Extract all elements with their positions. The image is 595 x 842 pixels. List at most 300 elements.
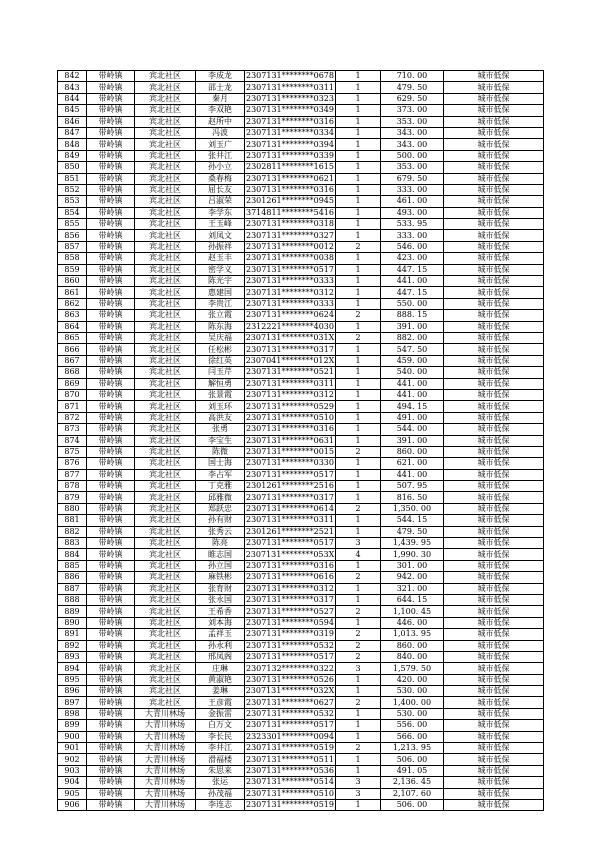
town-cell: 带岭镇 (87, 538, 135, 549)
table-row (58, 708, 544, 719)
town-cell: 带岭镇 (87, 219, 135, 230)
row-number: 883 (58, 538, 87, 549)
id-number-cell: 2307131********0323 (246, 93, 334, 103)
relief-type-cell: 城市低保 (444, 321, 544, 332)
household-size-cell: 1 (336, 583, 381, 594)
household-size-cell: 1 (336, 264, 381, 275)
relief-type-cell: 城市低保 (444, 207, 544, 218)
relief-type-cell: 城市低保 (444, 765, 544, 776)
household-size-cell: 4 (336, 549, 381, 560)
row-number: 866 (58, 344, 87, 355)
table-row (58, 116, 544, 127)
id-number-cell: 2307131********0529 (246, 401, 334, 411)
relief-type-cell: 城市低保 (444, 116, 544, 127)
name-cell: 李长民 (196, 731, 245, 742)
table-row (58, 640, 544, 651)
amount-cell: 333. 00 (381, 184, 444, 195)
village-cell: 宾北社区 (135, 253, 196, 264)
town-cell: 带岭镇 (87, 754, 135, 765)
amount-cell: 550. 00 (381, 298, 444, 309)
id-number-cell: 2307131********0312 (246, 287, 334, 297)
relief-type-cell: 城市低保 (444, 686, 544, 697)
amount-cell: 479. 50 (381, 526, 444, 537)
household-size-cell: 1 (336, 150, 381, 161)
village-cell: 宾北社区 (135, 378, 196, 389)
amount-cell: 2,136. 45 (381, 777, 444, 788)
village-cell: 宾北社区 (135, 492, 196, 503)
row-number: 895 (58, 674, 87, 685)
table-row (58, 321, 544, 332)
id-number-cell: 2307131********0519 (246, 800, 334, 810)
amount-cell: 530. 00 (381, 708, 444, 719)
amount-cell: 493. 00 (381, 207, 444, 218)
table-row (58, 481, 544, 492)
household-size-cell: 1 (336, 469, 381, 480)
amount-cell: 860. 00 (381, 446, 444, 457)
row-number: 886 (58, 572, 87, 583)
village-cell: 宾北社区 (135, 594, 196, 605)
town-cell: 带岭镇 (87, 560, 135, 571)
id-number-cell: 2307131********0312 (246, 583, 334, 593)
amount-cell: 644. 15 (381, 594, 444, 605)
table-row (58, 332, 544, 343)
id-number-cell: 2312221********4030 (246, 321, 334, 331)
table-row (58, 629, 544, 640)
id-number-cell: 2307131********0038 (246, 253, 334, 263)
table-row (58, 184, 544, 195)
household-size-cell: 1 (336, 378, 381, 389)
table-row (58, 367, 544, 378)
row-number: 876 (58, 458, 87, 469)
relief-type-cell: 城市低保 (444, 492, 544, 503)
town-cell: 带岭镇 (87, 264, 135, 275)
amount-cell: 533. 95 (381, 219, 444, 230)
town-cell: 带岭镇 (87, 207, 135, 218)
relief-type-cell: 城市低保 (444, 412, 544, 423)
village-cell: 宾北社区 (135, 298, 196, 309)
id-number-cell: 2307131********0349 (246, 105, 334, 115)
table-row (58, 378, 544, 389)
amount-cell: 1,013. 95 (381, 629, 444, 640)
row-number: 905 (58, 788, 87, 799)
name-cell: 李宝生 (196, 435, 245, 446)
id-number-cell: 2307041********012X (245, 355, 335, 365)
town-cell: 带岭镇 (87, 492, 135, 503)
table-row (58, 765, 544, 776)
name-cell: 李成龙 (196, 71, 245, 82)
id-number-cell: 2307131********0678 (246, 71, 334, 81)
name-cell: 屈长友 (196, 184, 245, 195)
name-cell: 郑跃忠 (196, 503, 245, 514)
household-size-cell: 2 (336, 743, 381, 754)
table-row (58, 560, 544, 571)
row-number: 879 (58, 492, 87, 503)
name-cell: 陈东海 (196, 321, 245, 332)
household-size-cell: 1 (336, 355, 381, 366)
row-number: 884 (58, 549, 87, 560)
id-number-cell: 2307131********0514 (246, 777, 334, 787)
household-size-cell: 1 (336, 230, 381, 241)
town-cell: 带岭镇 (87, 401, 135, 412)
household-size-cell: 1 (336, 560, 381, 571)
table-row (58, 139, 544, 150)
amount-cell: 1,100. 45 (381, 606, 444, 617)
household-size-cell: 1 (336, 765, 381, 776)
name-cell: 麻铁彬 (196, 572, 245, 583)
town-cell: 带岭镇 (87, 389, 135, 400)
row-number: 846 (58, 116, 87, 127)
name-cell: 密学义 (196, 264, 245, 275)
household-size-cell: 2 (336, 572, 381, 583)
town-cell: 带岭镇 (87, 298, 135, 309)
id-number-cell: 2323301********0094 (246, 731, 334, 741)
amount-cell: 447. 15 (381, 264, 444, 275)
amount-cell: 1,990. 30 (381, 549, 444, 560)
relief-type-cell: 城市低保 (444, 469, 544, 480)
town-cell: 带岭镇 (87, 788, 135, 799)
name-cell: 邢凤阁 (196, 651, 245, 662)
table-row (58, 93, 544, 104)
table-row (58, 674, 544, 685)
row-number: 849 (58, 150, 87, 161)
amount-cell: 942. 00 (381, 572, 444, 583)
village-cell: 宾北社区 (135, 321, 196, 332)
id-number-cell: 2307131********0517 (246, 538, 334, 548)
id-number-cell: 2307131********0532 (246, 709, 334, 719)
relief-type-cell: 城市低保 (444, 378, 544, 389)
town-cell: 带岭镇 (87, 412, 135, 423)
village-cell: 宾北社区 (135, 526, 196, 537)
village-cell: 宾北社区 (135, 503, 196, 514)
row-number: 880 (58, 503, 87, 514)
village-cell: 宾北社区 (135, 310, 196, 321)
table-row (58, 435, 544, 446)
village-cell: 宾北社区 (135, 697, 196, 708)
table-row (58, 743, 544, 754)
relief-type-cell: 城市低保 (444, 583, 544, 594)
row-number: 852 (58, 184, 87, 195)
town-cell: 带岭镇 (87, 378, 135, 389)
id-number-cell: 2307131********0333 (246, 299, 334, 308)
table-row (58, 412, 544, 423)
village-cell: 宾北社区 (135, 116, 196, 127)
village-cell: 宾北社区 (135, 150, 196, 161)
amount-cell: 629. 50 (381, 93, 444, 104)
table-row (58, 492, 544, 503)
id-number-cell: 2307131********0012 (246, 242, 334, 252)
relief-type-cell: 城市低保 (444, 458, 544, 469)
name-cell: 李双艳 (196, 105, 245, 116)
row-number: 868 (58, 367, 87, 378)
amount-cell: 459. 00 (381, 355, 444, 366)
amount-cell: 441. 00 (381, 469, 444, 480)
name-cell: 张勇 (196, 424, 245, 435)
village-cell: 大青川林场 (135, 800, 196, 811)
row-number: 881 (58, 515, 87, 526)
id-number-cell: 2307131********0510 (246, 788, 334, 798)
row-number: 854 (58, 207, 87, 218)
village-cell: 大青川林场 (135, 720, 196, 731)
name-cell: 秦月 (196, 93, 245, 104)
name-cell: 李井江 (196, 743, 245, 754)
household-size-cell: 1 (336, 71, 381, 82)
household-size-cell: 2 (336, 606, 381, 617)
table-row (58, 401, 544, 412)
household-size-cell: 1 (336, 116, 381, 127)
household-size-cell: 1 (336, 321, 381, 332)
name-cell: 庄琳 (196, 663, 245, 674)
village-cell: 宾北社区 (135, 82, 196, 93)
relief-type-cell: 城市低保 (444, 606, 544, 617)
row-number: 857 (58, 241, 87, 252)
id-number-cell: 2301261********2516 (246, 481, 334, 491)
village-cell: 宾北社区 (135, 446, 196, 457)
village-cell: 宾北社区 (135, 469, 196, 480)
amount-cell: 391. 00 (381, 435, 444, 446)
household-size-cell: 1 (336, 184, 381, 195)
town-cell: 带岭镇 (87, 481, 135, 492)
name-cell: 张秀云 (196, 526, 245, 537)
id-number-cell: 2307131********0621 (246, 173, 334, 183)
name-cell: 陈光宇 (196, 276, 245, 287)
relief-type-cell: 城市低保 (444, 503, 544, 514)
household-size-cell: 2 (336, 651, 381, 662)
row-number: 896 (58, 686, 87, 697)
table-row (58, 720, 544, 731)
id-number-cell: 2307131********0517 (246, 264, 334, 274)
amount-cell: 441. 00 (381, 389, 444, 400)
row-number: 869 (58, 378, 87, 389)
relief-type-cell: 城市低保 (444, 287, 544, 298)
table-row (58, 731, 544, 742)
id-number-cell: 2307131********0339 (246, 150, 334, 160)
town-cell: 带岭镇 (87, 241, 135, 252)
id-number-cell: 2307131********0316 (246, 185, 334, 195)
village-cell: 宾北社区 (135, 196, 196, 207)
id-number-cell: 2307131********032X (245, 686, 335, 696)
household-size-cell: 1 (336, 401, 381, 412)
household-size-cell: 1 (336, 686, 381, 697)
town-cell: 带岭镇 (87, 253, 135, 264)
id-number-cell: 2307131********0631 (246, 435, 334, 445)
name-cell: 王玉峰 (196, 219, 245, 230)
amount-cell: 491. 05 (381, 765, 444, 776)
village-cell: 宾北社区 (135, 287, 196, 298)
amount-cell: 2,107. 60 (381, 788, 444, 799)
id-number-cell: 2307131********0517 (246, 720, 334, 730)
village-cell: 宾北社区 (135, 344, 196, 355)
amount-cell: 888. 15 (381, 310, 444, 321)
name-cell: 邵士龙 (196, 82, 245, 93)
row-number: 872 (58, 412, 87, 423)
table-row (58, 606, 544, 617)
village-cell: 宾北社区 (135, 458, 196, 469)
table-row (58, 253, 544, 264)
amount-cell: 544. 00 (381, 424, 444, 435)
relief-type-cell: 城市低保 (444, 139, 544, 150)
amount-cell: 556. 00 (381, 720, 444, 731)
relief-type-cell: 城市低保 (444, 344, 544, 355)
village-cell: 宾北社区 (135, 105, 196, 116)
town-cell: 带岭镇 (87, 720, 135, 731)
name-cell: 刘玉广 (196, 139, 245, 150)
town-cell: 带岭镇 (87, 173, 135, 184)
row-number: 860 (58, 276, 87, 287)
household-size-cell: 1 (336, 344, 381, 355)
relief-type-cell: 城市低保 (444, 651, 544, 662)
name-cell: 王彦霞 (196, 697, 245, 708)
name-cell: 朱思来 (196, 765, 245, 776)
town-cell: 带岭镇 (87, 321, 135, 332)
town-cell: 带岭镇 (87, 777, 135, 788)
relief-type-cell: 城市低保 (444, 640, 544, 651)
household-size-cell: 1 (336, 105, 381, 116)
town-cell: 带岭镇 (87, 503, 135, 514)
household-size-cell: 1 (336, 754, 381, 765)
household-size-cell: 1 (336, 207, 381, 218)
relief-type-cell: 城市低保 (444, 572, 544, 583)
town-cell: 带岭镇 (87, 424, 135, 435)
table-row (58, 526, 544, 537)
amount-cell: 530. 00 (381, 686, 444, 697)
amount-cell: 491. 00 (381, 412, 444, 423)
id-number-cell: 2307131********0311 (246, 82, 334, 92)
id-number-cell: 2307131********0327 (246, 230, 334, 240)
village-cell: 宾北社区 (135, 276, 196, 287)
relief-type-cell: 城市低保 (444, 219, 544, 230)
id-number-cell: 2307131********0532 (246, 640, 334, 650)
table-row (58, 458, 544, 469)
household-size-cell: 1 (336, 617, 381, 628)
row-number: 863 (58, 310, 87, 321)
id-number-cell: 2307131********0318 (246, 219, 334, 229)
relief-type-cell: 城市低保 (444, 264, 544, 275)
id-number-cell: 2307131********0517 (246, 652, 334, 662)
household-size-cell: 1 (336, 389, 381, 400)
table-row (58, 800, 544, 811)
village-cell: 宾北社区 (135, 651, 196, 662)
relief-type-cell: 城市低保 (444, 708, 544, 719)
amount-cell: 447. 15 (381, 287, 444, 298)
id-number-cell: 2307131********0319 (246, 629, 334, 639)
village-cell: 宾北社区 (135, 538, 196, 549)
table-row (58, 162, 544, 173)
town-cell: 带岭镇 (87, 731, 135, 742)
amount-cell: 710. 00 (381, 71, 444, 82)
town-cell: 带岭镇 (87, 640, 135, 651)
row-number: 888 (58, 594, 87, 605)
village-cell: 宾北社区 (135, 401, 196, 412)
table-row (58, 173, 544, 184)
name-cell: 陈亮 (196, 538, 245, 549)
relief-type-cell: 城市低保 (444, 196, 544, 207)
table-row (58, 389, 544, 400)
household-size-cell: 2 (336, 640, 381, 651)
relief-roster-table (57, 70, 544, 811)
household-size-cell: 3 (336, 788, 381, 799)
relief-type-cell: 城市低保 (444, 173, 544, 184)
village-cell: 宾北社区 (135, 412, 196, 423)
row-number: 897 (58, 697, 87, 708)
village-cell: 大青川林场 (135, 777, 196, 788)
town-cell: 带岭镇 (87, 469, 135, 480)
relief-type-cell: 城市低保 (444, 538, 544, 549)
relief-type-cell: 城市低保 (444, 754, 544, 765)
amount-cell: 423. 00 (381, 253, 444, 264)
id-number-cell: 2307131********0624 (246, 310, 334, 320)
table-row (58, 503, 544, 514)
amount-cell: 343. 00 (381, 139, 444, 150)
village-cell: 宾北社区 (135, 332, 196, 343)
relief-type-cell: 城市低保 (444, 253, 544, 264)
name-cell: 金振雷 (196, 708, 245, 719)
row-number: 871 (58, 401, 87, 412)
table-row (58, 230, 544, 241)
household-size-cell: 1 (336, 82, 381, 93)
household-size-cell: 1 (336, 458, 381, 469)
household-size-cell: 1 (336, 424, 381, 435)
id-number-cell: 2307131********031X (245, 333, 335, 343)
name-cell: 刘玉环 (196, 401, 245, 412)
id-number-cell: 2301261********2521 (246, 526, 334, 536)
village-cell: 宾北社区 (135, 663, 196, 674)
household-size-cell: 1 (336, 276, 381, 287)
relief-type-cell: 城市低保 (444, 401, 544, 412)
relief-type-cell: 城市低保 (444, 298, 544, 309)
table-row (58, 150, 544, 161)
name-cell: 吴庆福 (196, 332, 245, 343)
town-cell: 带岭镇 (87, 332, 135, 343)
relief-type-cell: 城市低保 (444, 526, 544, 537)
village-cell: 大青川林场 (135, 754, 196, 765)
relief-type-cell: 城市低保 (444, 720, 544, 731)
village-cell: 宾北社区 (135, 71, 196, 82)
town-cell: 带岭镇 (87, 276, 135, 287)
name-cell: 惠建国 (196, 287, 245, 298)
household-size-cell: 1 (336, 526, 381, 537)
name-cell: 睢志国 (196, 549, 245, 560)
id-number-cell: 2307131********0536 (246, 766, 334, 776)
row-number: 850 (58, 162, 87, 173)
household-size-cell: 1 (336, 720, 381, 731)
table-row (58, 207, 544, 218)
town-cell: 带岭镇 (87, 287, 135, 298)
name-cell: 孟祥玉 (196, 629, 245, 640)
table-row (58, 617, 544, 628)
name-cell: 孙有财 (196, 515, 245, 526)
amount-cell: 506. 00 (381, 754, 444, 765)
id-number-cell: 2307132********0322 (246, 663, 334, 673)
amount-cell: 333. 00 (381, 230, 444, 241)
row-number: 892 (58, 640, 87, 651)
amount-cell: 301. 00 (381, 560, 444, 571)
household-size-cell: 1 (336, 367, 381, 378)
name-cell: 孙小立 (196, 162, 245, 173)
relief-type-cell: 城市低保 (444, 389, 544, 400)
row-number: 882 (58, 526, 87, 537)
town-cell: 带岭镇 (87, 743, 135, 754)
row-number: 855 (58, 219, 87, 230)
id-number-cell: 2307131********0316 (246, 424, 334, 434)
village-cell: 宾北社区 (135, 481, 196, 492)
amount-cell: 621. 00 (381, 458, 444, 469)
name-cell: 刘本海 (196, 617, 245, 628)
id-number-cell: 2307131********0614 (246, 504, 334, 514)
town-cell: 带岭镇 (87, 162, 135, 173)
town-cell: 带岭镇 (87, 93, 135, 104)
id-number-cell: 2307131********0317 (246, 595, 334, 605)
amount-cell: 547. 50 (381, 344, 444, 355)
